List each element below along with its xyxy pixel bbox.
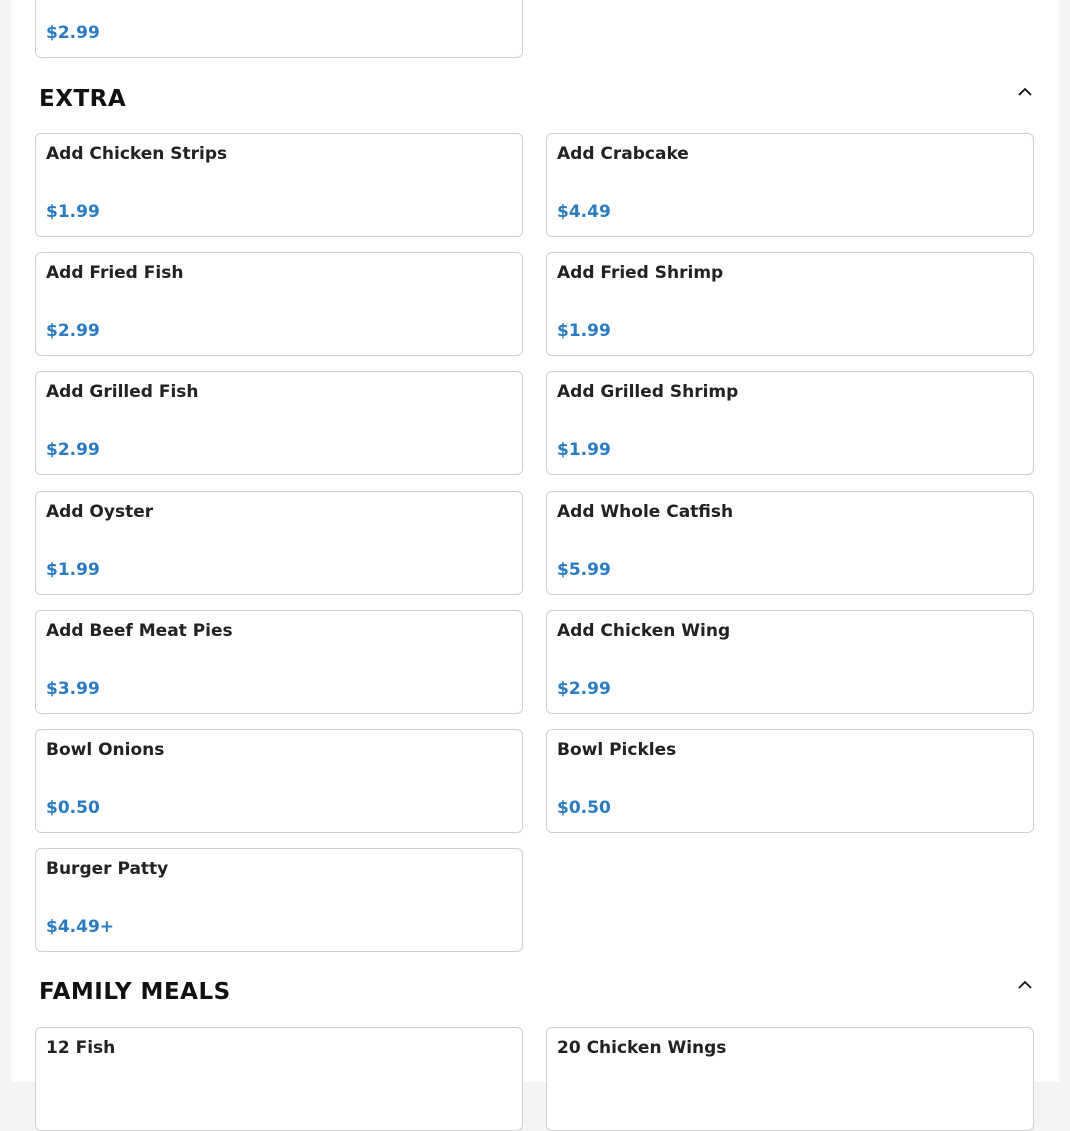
menu-item-price: $0.50	[557, 798, 611, 818]
menu-item-name: 20 Chicken Wings	[557, 1038, 727, 1058]
menu-item-price: $5.99	[557, 560, 611, 580]
menu-item-name: Add Whole Catfish	[557, 502, 734, 522]
menu-item-card[interactable]	[35, 252, 523, 356]
menu-item-name: Bowl Onions	[46, 740, 165, 760]
menu-item-name: Burger Patty	[46, 859, 169, 879]
menu-item-card[interactable]	[546, 133, 1034, 237]
menu-item-card[interactable]	[35, 610, 523, 714]
menu-item-price: $1.99	[557, 440, 611, 460]
menu-item-name: Add Chicken Wing	[557, 621, 731, 641]
menu-page	[11, 0, 1059, 1082]
menu-item-price: $2.99	[557, 679, 611, 699]
menu-item-price: $1.99	[557, 321, 611, 341]
menu-item-card[interactable]	[546, 729, 1034, 833]
menu-item-price: $4.49	[557, 202, 611, 222]
menu-item-card[interactable]	[546, 371, 1034, 475]
menu-item-name: Add Oyster	[46, 502, 154, 522]
menu-item-name: Add Grilled Shrimp	[557, 382, 739, 402]
menu-item-name: Add Fried Shrimp	[557, 263, 724, 283]
menu-item-card[interactable]	[35, 491, 523, 595]
menu-item-card[interactable]	[35, 133, 523, 237]
menu-item-price: $2.99	[46, 321, 100, 341]
menu-item-name: Add Beef Meat Pies	[46, 621, 233, 641]
menu-item-card[interactable]	[546, 610, 1034, 714]
menu-item-name: Add Fried Fish	[46, 263, 184, 283]
menu-item-price: $2.99	[46, 23, 100, 43]
menu-item-price: $4.49+	[46, 917, 115, 937]
menu-item-card[interactable]	[546, 252, 1034, 356]
section-title-family-meals: FAMILY MEALS	[39, 979, 231, 1005]
menu-item-name: Add Crabcake	[557, 144, 689, 164]
menu-item-price: $1.99	[46, 202, 100, 222]
menu-item-name: 12 Fish	[46, 1038, 116, 1058]
chevron-up-icon[interactable]	[1015, 82, 1035, 102]
menu-item-card[interactable]	[35, 848, 523, 952]
menu-item-name: Add Chicken Strips	[46, 144, 228, 164]
menu-item-card[interactable]	[35, 0, 523, 58]
menu-item-card[interactable]	[35, 371, 523, 475]
section-title-extra: EXTRA	[39, 86, 127, 112]
menu-item-name: Bowl Pickles	[557, 740, 677, 760]
chevron-up-icon[interactable]	[1015, 975, 1035, 995]
menu-item-card[interactable]	[546, 491, 1034, 595]
menu-item-name: Add Grilled Fish	[46, 382, 199, 402]
menu-item-card[interactable]	[546, 1027, 1034, 1131]
menu-item-card[interactable]	[35, 1027, 523, 1131]
menu-item-price: $0.50	[46, 798, 100, 818]
menu-item-price: $3.99	[46, 679, 100, 699]
menu-item-price: $1.99	[46, 560, 100, 580]
menu-item-card[interactable]	[35, 729, 523, 833]
menu-item-price: $2.99	[46, 440, 100, 460]
